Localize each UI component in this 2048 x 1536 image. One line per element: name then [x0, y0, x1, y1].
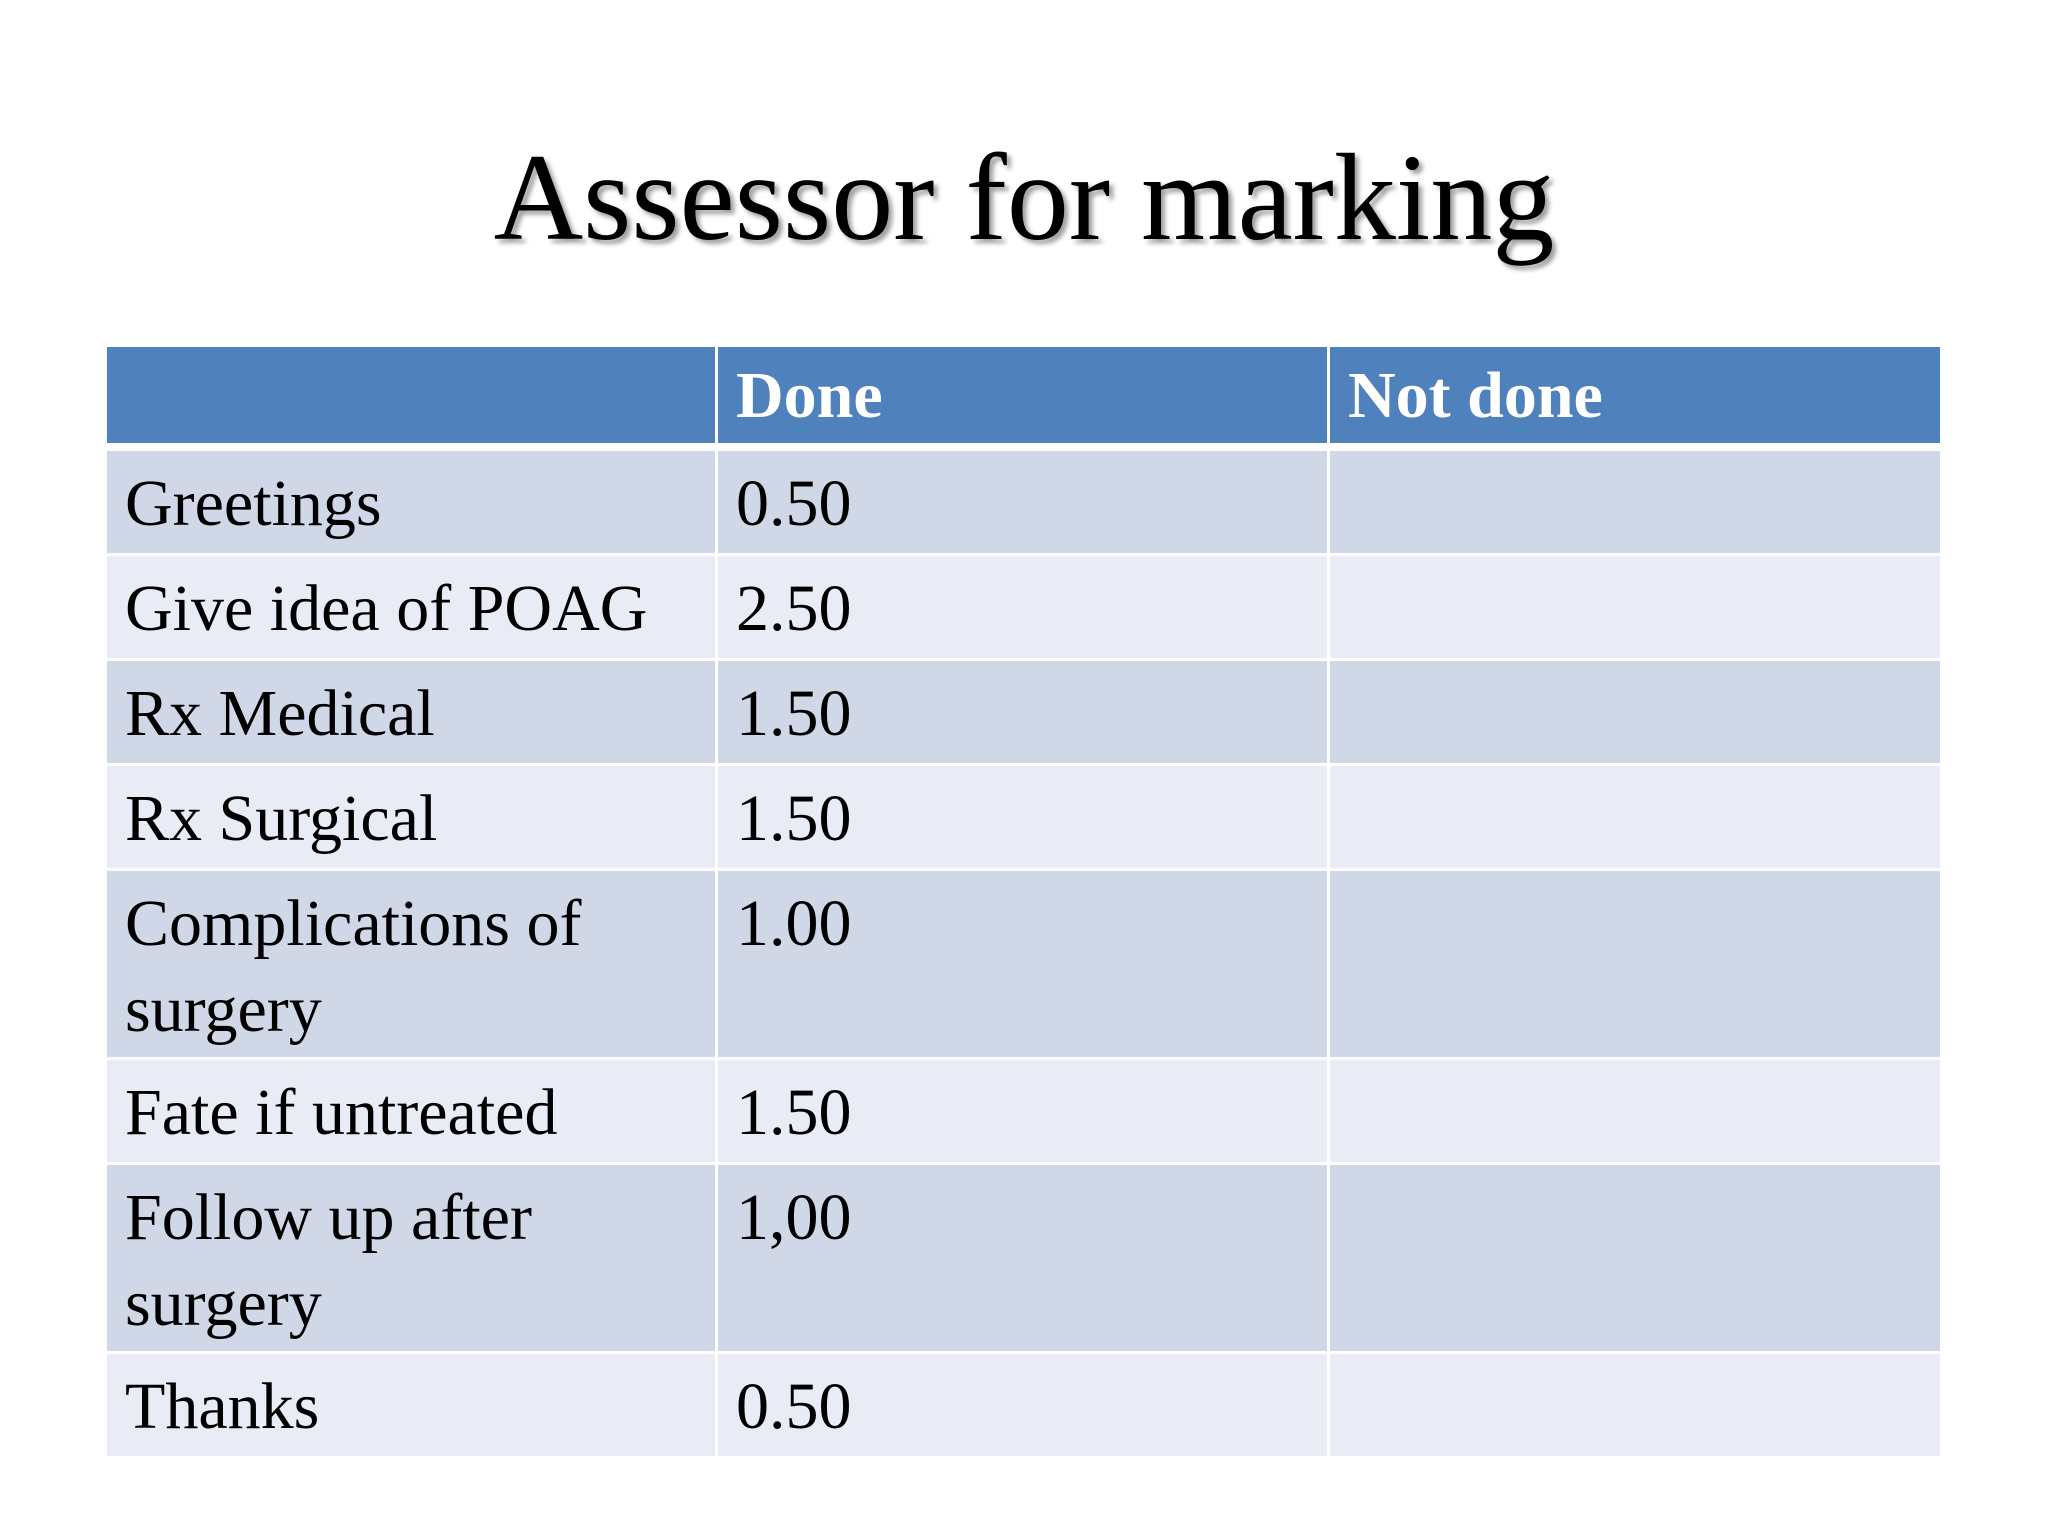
not-done-cell	[1329, 870, 1942, 1059]
not-done-cell	[1329, 1164, 1942, 1353]
done-cell: 2.50	[717, 555, 1329, 660]
item-cell: Thanks	[106, 1353, 717, 1458]
item-cell: Rx Surgical	[106, 765, 717, 870]
item-cell: Fate if untreated	[106, 1059, 717, 1164]
done-cell: 1.50	[717, 765, 1329, 870]
table-row	[106, 1059, 1942, 1164]
item-cell: Greetings	[106, 447, 717, 555]
not-done-cell	[1329, 1353, 1942, 1458]
item-cell: Follow up after surgery	[106, 1164, 717, 1353]
table-row	[106, 447, 1942, 555]
done-cell: 1.50	[717, 1059, 1329, 1164]
item-cell: Complications of surgery	[106, 870, 717, 1059]
table-row	[106, 870, 1942, 1059]
table-row	[106, 1164, 1942, 1353]
header-item-cell	[106, 346, 717, 448]
item-cell: Rx Medical	[106, 660, 717, 765]
done-cell: 1,00	[717, 1164, 1329, 1353]
table-header-row	[106, 346, 1942, 448]
done-cell: 0.50	[717, 447, 1329, 555]
header-not-done-cell: Not done	[1329, 346, 1942, 448]
header-done-cell: Done	[717, 346, 1329, 448]
marking-table	[104, 344, 1943, 1459]
not-done-cell	[1329, 660, 1942, 765]
slide-title: Assessor for marking	[493, 129, 1555, 266]
done-cell: 1.00	[717, 870, 1329, 1059]
item-cell: Give idea of POAG	[106, 555, 717, 660]
not-done-cell	[1329, 447, 1942, 555]
table-row	[106, 660, 1942, 765]
table-row	[106, 1353, 1942, 1458]
not-done-cell	[1329, 765, 1942, 870]
table-row	[106, 765, 1942, 870]
table-row	[106, 555, 1942, 660]
done-cell: 0.50	[717, 1353, 1329, 1458]
not-done-cell	[1329, 1059, 1942, 1164]
done-cell: 1.50	[717, 660, 1329, 765]
not-done-cell	[1329, 555, 1942, 660]
